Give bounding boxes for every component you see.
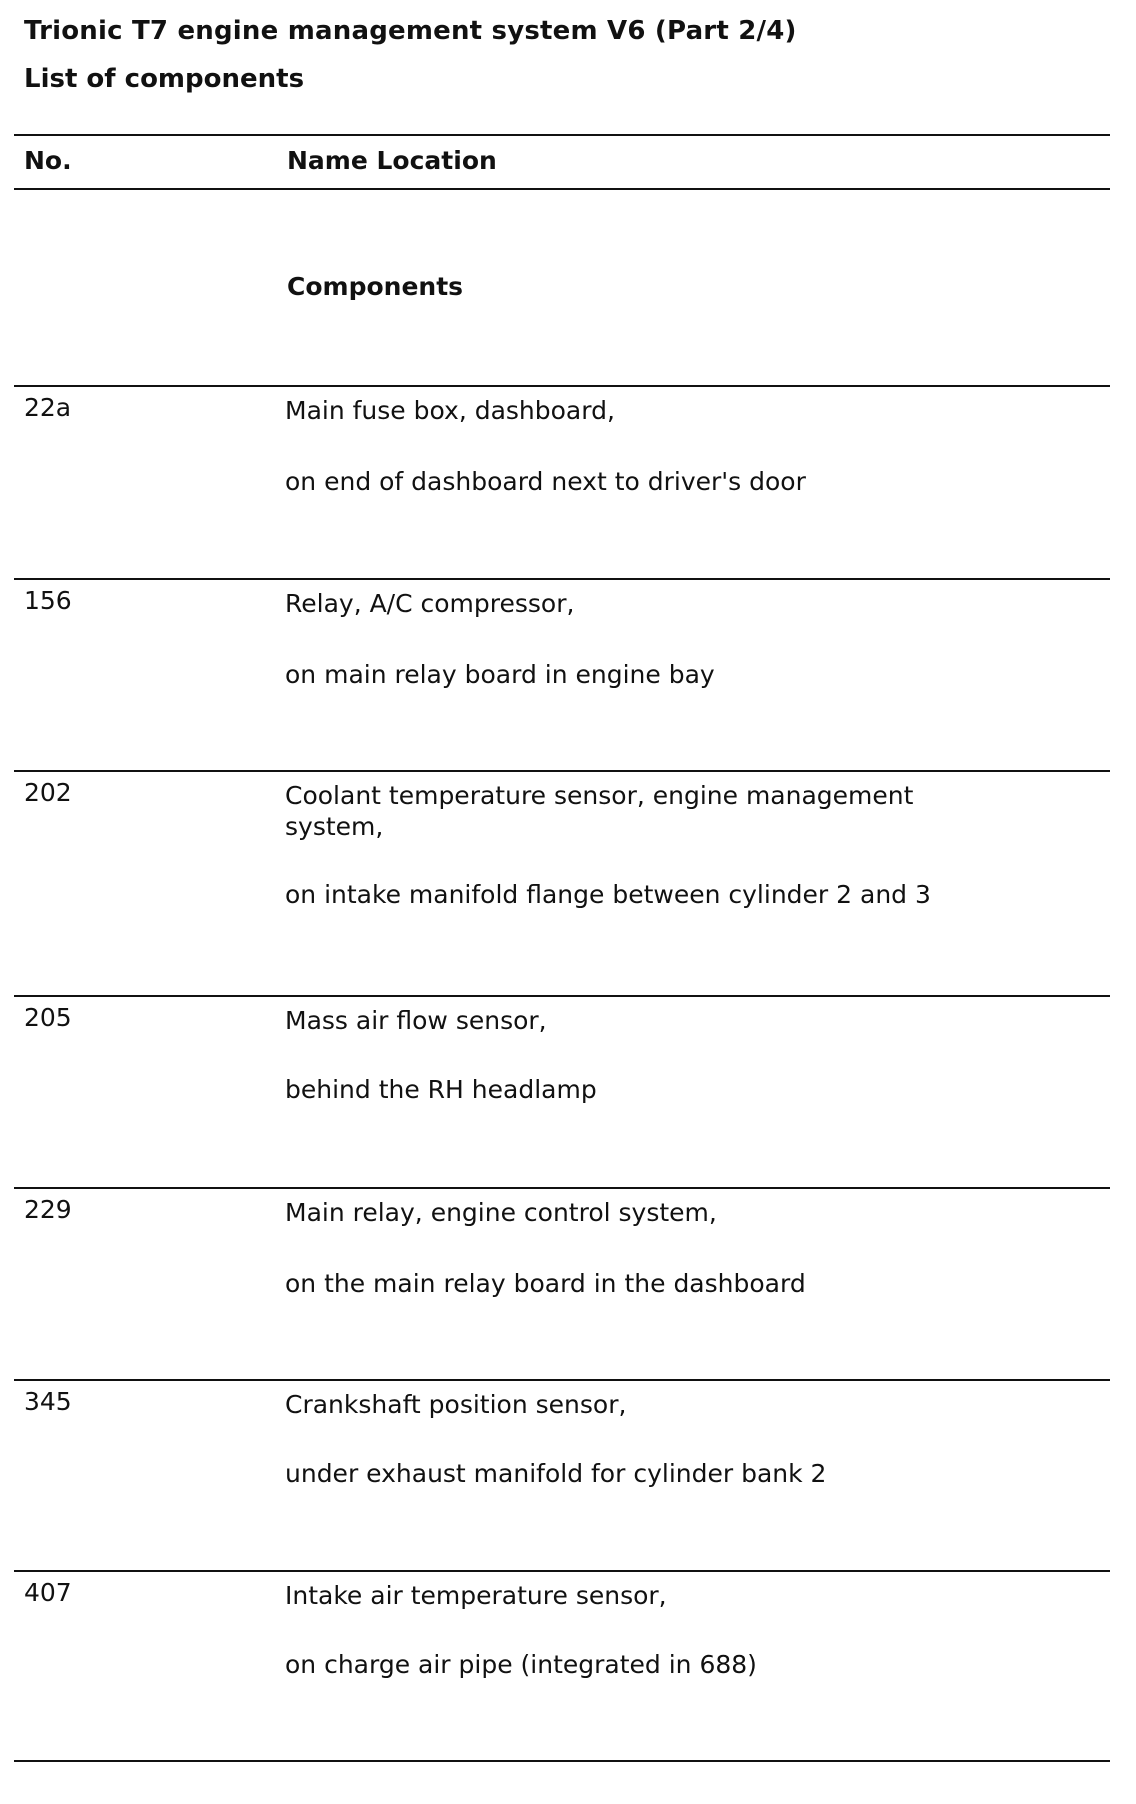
document-subtitle: List of components — [24, 64, 305, 94]
row-divider — [14, 770, 1110, 772]
row-location: on charge air pipe (integrated in 688) — [285, 1650, 757, 1679]
row-divider — [14, 1187, 1110, 1189]
row-name: Coolant temperature sensor, engine management system, — [285, 781, 914, 841]
row-number: 407 — [24, 1578, 72, 1607]
row-divider — [14, 1379, 1110, 1381]
row-location: behind the RH headlamp — [285, 1075, 597, 1104]
header-bottom-rule — [14, 188, 1110, 190]
row-name: Relay, A/C compressor, — [285, 589, 575, 618]
row-number: 22a — [24, 393, 72, 422]
row-divider — [14, 1570, 1110, 1572]
row-location: on main relay board in engine bay — [285, 660, 715, 689]
document-title: Trionic T7 engine management system V6 (Part 2/4) — [24, 16, 797, 46]
row-name: Mass air flow sensor, — [285, 1006, 547, 1035]
row-number: 205 — [24, 1003, 72, 1032]
row-location: on end of dashboard next to driver's door — [285, 467, 806, 496]
column-header-no: No. — [24, 146, 72, 175]
row-name: Crankshaft position sensor, — [285, 1390, 627, 1419]
row-location: under exhaust manifold for cylinder bank 2 — [285, 1459, 827, 1488]
row-location: on the main relay board in the dashboard — [285, 1269, 806, 1298]
row-divider — [14, 995, 1110, 997]
column-header-name-location: Name Location — [287, 146, 497, 175]
row-number: 229 — [24, 1195, 72, 1224]
section-title: Components — [287, 272, 464, 301]
row-name: Main relay, engine control system, — [285, 1198, 717, 1227]
row-location: on intake manifold flange between cylinder 2 and 3 — [285, 880, 931, 909]
row-number: 202 — [24, 778, 72, 807]
row-divider — [14, 385, 1110, 387]
table-bottom-rule — [14, 1760, 1110, 1762]
row-number: 156 — [24, 586, 72, 615]
row-divider — [14, 578, 1110, 580]
row-number: 345 — [24, 1387, 72, 1416]
row-name: Main fuse box, dashboard, — [285, 396, 615, 425]
table-top-rule — [14, 134, 1110, 136]
row-name: Intake air temperature sensor, — [285, 1581, 667, 1610]
